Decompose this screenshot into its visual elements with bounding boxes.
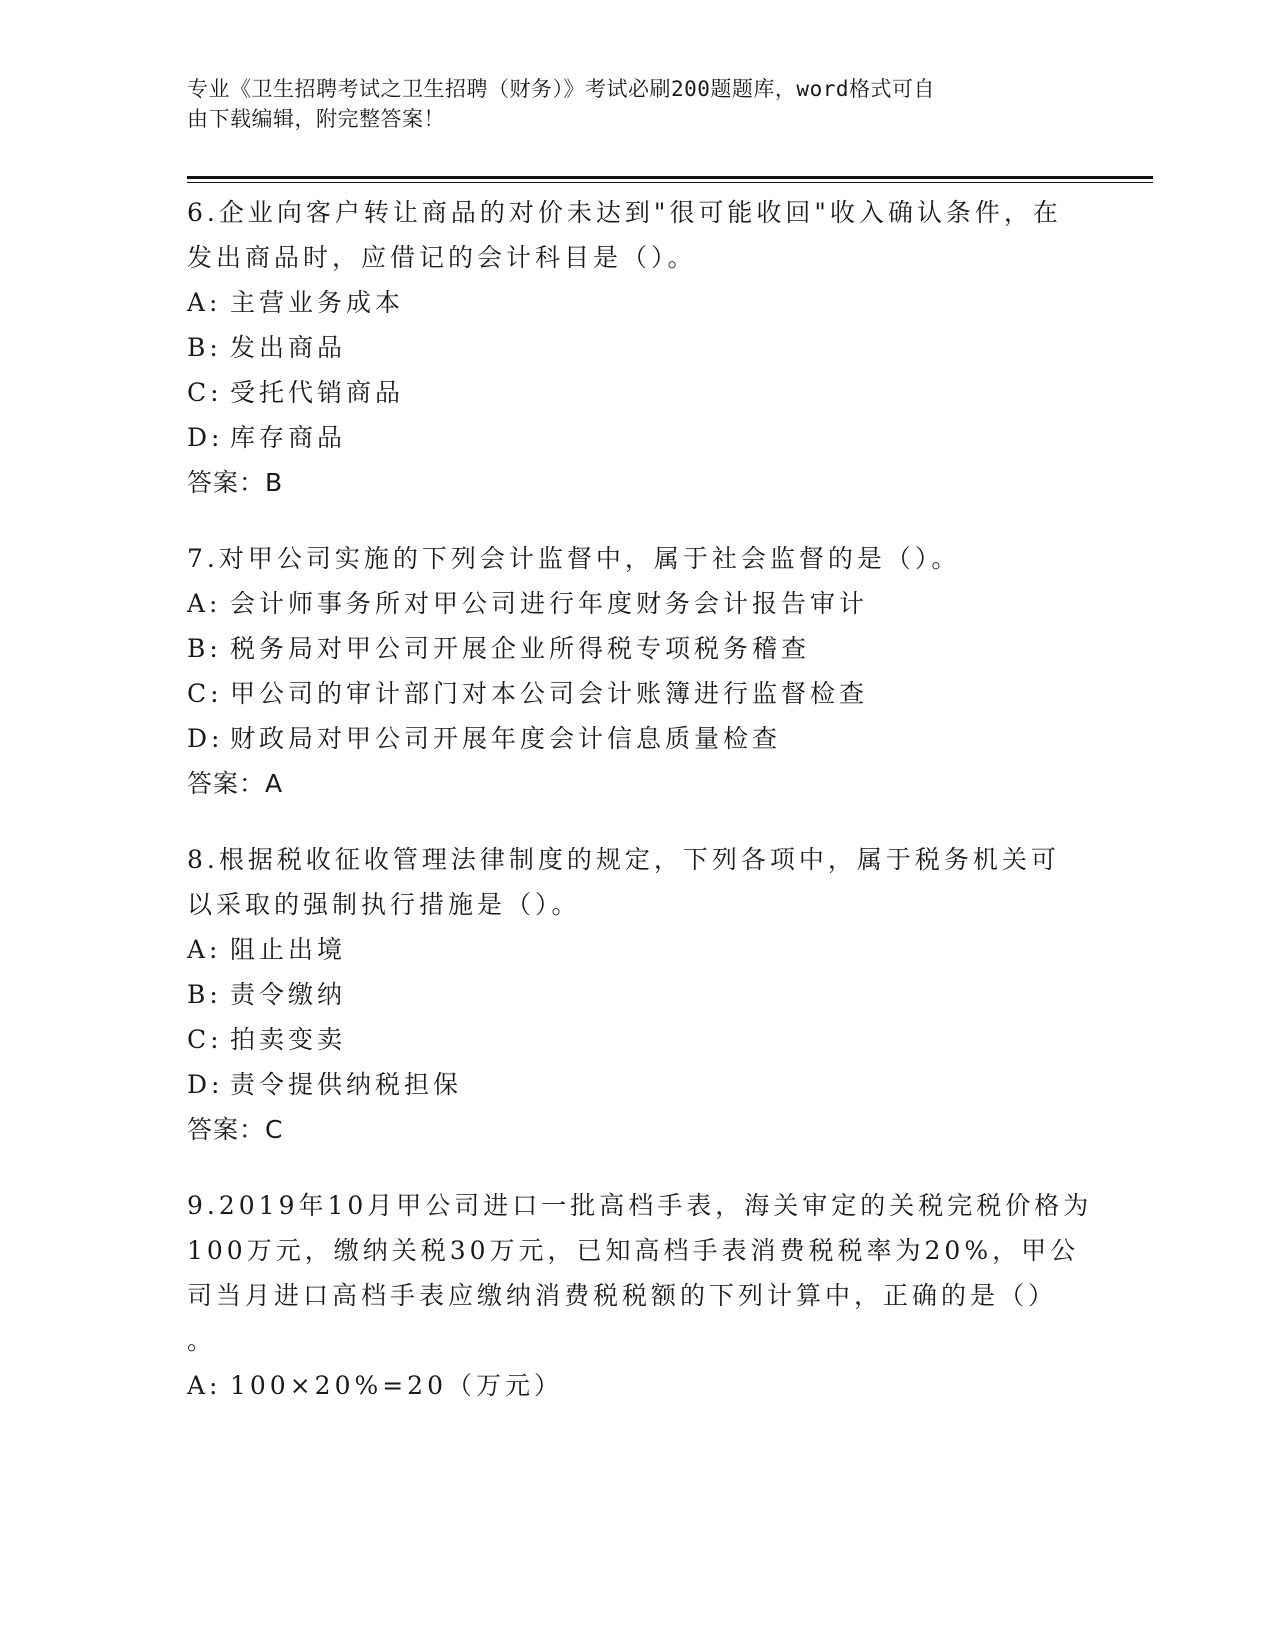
header-line: 专业《卫生招聘考试之卫生招聘（财务）》考试必刷200题题库，word格式可自 — [187, 77, 935, 101]
option-label: D: — [187, 423, 224, 452]
stem-line: 发出商品时，应借记的会计科目是（）。 — [187, 243, 697, 272]
option-label: B: — [187, 980, 222, 1009]
option-a — [187, 927, 1087, 972]
stem-line: 6.企业向客户转让商品的对价未达到"很可能收回"收入确认条件，在 — [187, 198, 1062, 227]
header-divider-thick — [187, 176, 1153, 179]
option-a — [187, 1363, 1087, 1408]
question-list — [187, 190, 1093, 1439]
stem-line: 。 — [187, 1326, 217, 1355]
option-b — [187, 325, 1087, 370]
option-text: 库存商品 — [230, 423, 347, 452]
question-6 — [187, 190, 1087, 505]
option-text: 责令提供纳税担保 — [230, 1070, 463, 1099]
option-label: A: — [187, 589, 222, 618]
question-7 — [187, 536, 1087, 806]
stem-line: 司当月进口高档手表应缴纳消费税税额的下列计算中，正确的是（） — [187, 1281, 1058, 1310]
option-text: 拍卖变卖 — [230, 1025, 347, 1054]
stem-line: 8.根据税收征收管理法律制度的规定，下列各项中，属于税务机关可 — [187, 845, 1060, 874]
question-9 — [187, 1183, 1093, 1408]
header-divider-thin — [187, 182, 1153, 183]
option-a — [187, 280, 1087, 325]
document-header — [187, 74, 1087, 134]
option-c — [187, 671, 1087, 716]
header-line: 由下载编辑，附完整答案！ — [187, 107, 445, 131]
option-d — [187, 1062, 1087, 1107]
option-a — [187, 581, 1087, 626]
question-stem — [187, 190, 1087, 280]
option-text: 责令缴纳 — [230, 980, 347, 1009]
option-text: 甲公司的审计部门对本公司会计账簿进行监督检查 — [230, 679, 869, 708]
option-text: 阻止出境 — [230, 935, 347, 964]
option-label: B: — [187, 333, 222, 362]
question-stem — [187, 837, 1087, 927]
option-text: 税务局对甲公司开展企业所得税专项税务稽查 — [230, 634, 811, 663]
option-label: B: — [187, 634, 222, 663]
stem-line: 100万元，缴纳关税30万元，已知高档手表消费税税率为20%，甲公 — [187, 1236, 1080, 1265]
stem-line: 以采取的强制执行措施是（）。 — [187, 890, 581, 919]
option-b — [187, 626, 1087, 671]
answer-text: 答案：A — [187, 769, 284, 798]
answer-text: 答案：C — [187, 1115, 284, 1144]
question-8 — [187, 837, 1087, 1152]
option-text: 主营业务成本 — [230, 288, 405, 317]
option-b — [187, 972, 1087, 1017]
option-text: 发出商品 — [230, 333, 347, 362]
stem-line: 9.2019年10月甲公司进口一批高档手表，海关审定的关税完税价格为 — [187, 1191, 1093, 1220]
option-label: C: — [187, 1025, 223, 1054]
option-text: 受托代销商品 — [230, 378, 405, 407]
option-c — [187, 370, 1087, 415]
answer-text: 答案：B — [187, 468, 284, 497]
question-stem — [187, 1183, 1093, 1363]
stem-line: 7.对甲公司实施的下列会计监督中，属于社会监督的是（）。 — [187, 544, 961, 573]
question-stem — [187, 536, 1087, 581]
option-label: C: — [187, 378, 223, 407]
option-text: 100×20%=20（万元） — [230, 1371, 563, 1400]
option-c — [187, 1017, 1087, 1062]
option-label: A: — [187, 288, 222, 317]
option-d — [187, 415, 1087, 460]
option-label: D: — [187, 1070, 224, 1099]
option-label: C: — [187, 679, 223, 708]
option-label: A: — [187, 1371, 222, 1400]
option-text: 会计师事务所对甲公司进行年度财务会计报告审计 — [230, 589, 869, 618]
option-text: 财政局对甲公司开展年度会计信息质量检查 — [230, 724, 782, 753]
option-d — [187, 716, 1087, 761]
option-label: D: — [187, 724, 224, 753]
option-label: A: — [187, 935, 222, 964]
